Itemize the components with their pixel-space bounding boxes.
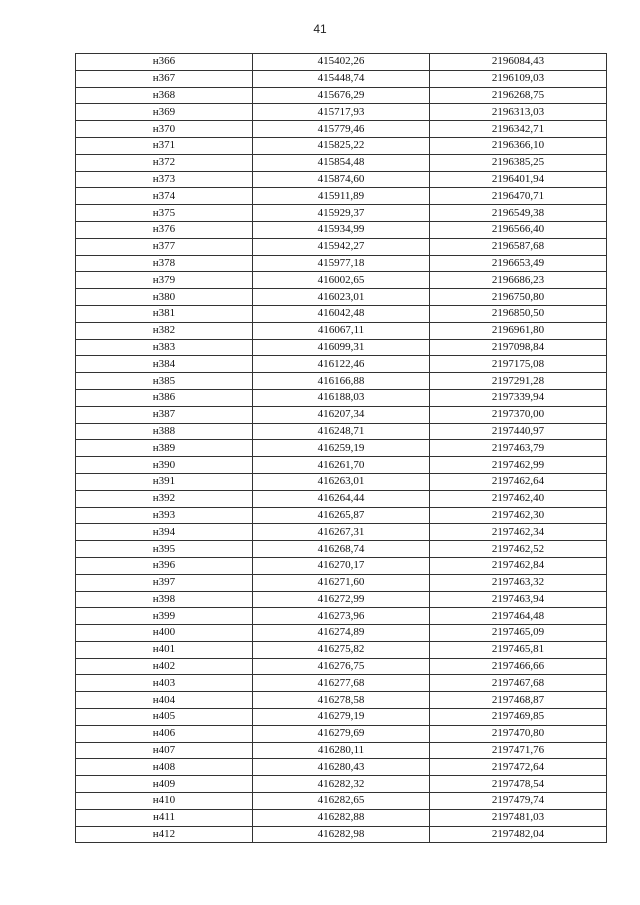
x-coordinate-cell: 415942,27: [253, 238, 430, 255]
table-row: [76, 423, 607, 440]
point-id-cell: н373: [76, 171, 253, 188]
x-coordinate-cell: 416277,68: [253, 675, 430, 692]
x-coordinate-cell: 415825,22: [253, 137, 430, 154]
table-row: [76, 305, 607, 322]
y-coordinate-cell: 2197472,64: [430, 759, 607, 776]
point-id-cell: н405: [76, 709, 253, 726]
table-row: [76, 574, 607, 591]
table-row: [76, 557, 607, 574]
point-id-cell: н406: [76, 725, 253, 742]
y-coordinate-cell: 2197466,66: [430, 658, 607, 675]
y-coordinate-cell: 2197462,84: [430, 557, 607, 574]
point-id-cell: н391: [76, 473, 253, 490]
point-id-cell: н371: [76, 137, 253, 154]
table-row: [76, 709, 607, 726]
point-id-cell: н399: [76, 608, 253, 625]
point-id-cell: н393: [76, 507, 253, 524]
point-id-cell: н409: [76, 776, 253, 793]
x-coordinate-cell: 416275,82: [253, 641, 430, 658]
y-coordinate-cell: 2197440,97: [430, 423, 607, 440]
table-row: [76, 675, 607, 692]
x-coordinate-cell: 415779,46: [253, 121, 430, 138]
y-coordinate-cell: 2196313,03: [430, 104, 607, 121]
y-coordinate-cell: 2196850,50: [430, 305, 607, 322]
table-row: [76, 356, 607, 373]
table-row: [76, 104, 607, 121]
table-row: [76, 793, 607, 810]
x-coordinate-cell: 416166,88: [253, 373, 430, 390]
y-coordinate-cell: 2196084,43: [430, 54, 607, 71]
point-id-cell: н381: [76, 305, 253, 322]
point-id-cell: н388: [76, 423, 253, 440]
point-id-cell: н395: [76, 541, 253, 558]
x-coordinate-cell: 416282,88: [253, 809, 430, 826]
point-id-cell: н396: [76, 557, 253, 574]
x-coordinate-cell: 416259,19: [253, 440, 430, 457]
table-row: [76, 692, 607, 709]
point-id-cell: н390: [76, 457, 253, 474]
x-coordinate-cell: 415676,29: [253, 87, 430, 104]
x-coordinate-cell: 416274,89: [253, 625, 430, 642]
table-row: [76, 322, 607, 339]
table-row: [76, 776, 607, 793]
table-row: [76, 373, 607, 390]
table-row: [76, 255, 607, 272]
x-coordinate-cell: 416276,75: [253, 658, 430, 675]
y-coordinate-cell: 2196268,75: [430, 87, 607, 104]
x-coordinate-cell: 415448,74: [253, 70, 430, 87]
point-id-cell: н412: [76, 826, 253, 843]
table-row: [76, 658, 607, 675]
point-id-cell: н407: [76, 742, 253, 759]
y-coordinate-cell: 2196109,03: [430, 70, 607, 87]
table-row: [76, 591, 607, 608]
table-row: [76, 541, 607, 558]
coordinates-table-body: [76, 54, 607, 843]
y-coordinate-cell: 2197481,03: [430, 809, 607, 826]
x-coordinate-cell: 416267,31: [253, 524, 430, 541]
x-coordinate-cell: 416279,19: [253, 709, 430, 726]
table-row: [76, 289, 607, 306]
point-id-cell: н401: [76, 641, 253, 658]
x-coordinate-cell: 416002,65: [253, 272, 430, 289]
y-coordinate-cell: 2197462,99: [430, 457, 607, 474]
x-coordinate-cell: 415402,26: [253, 54, 430, 71]
y-coordinate-cell: 2197463,79: [430, 440, 607, 457]
point-id-cell: н400: [76, 625, 253, 642]
y-coordinate-cell: 2197098,84: [430, 339, 607, 356]
table-row: [76, 70, 607, 87]
coordinates-table: [75, 53, 607, 843]
point-id-cell: н392: [76, 490, 253, 507]
x-coordinate-cell: 416188,03: [253, 389, 430, 406]
y-coordinate-cell: 2196366,10: [430, 137, 607, 154]
table-row: [76, 188, 607, 205]
y-coordinate-cell: 2196470,71: [430, 188, 607, 205]
x-coordinate-cell: 416248,71: [253, 423, 430, 440]
x-coordinate-cell: 416280,11: [253, 742, 430, 759]
y-coordinate-cell: 2197465,81: [430, 641, 607, 658]
x-coordinate-cell: 416067,11: [253, 322, 430, 339]
point-id-cell: н382: [76, 322, 253, 339]
table-row: [76, 608, 607, 625]
point-id-cell: н403: [76, 675, 253, 692]
y-coordinate-cell: 2197467,68: [430, 675, 607, 692]
point-id-cell: н375: [76, 205, 253, 222]
point-id-cell: н408: [76, 759, 253, 776]
table-row: [76, 625, 607, 642]
point-id-cell: н367: [76, 70, 253, 87]
y-coordinate-cell: 2197471,76: [430, 742, 607, 759]
y-coordinate-cell: 2197468,87: [430, 692, 607, 709]
point-id-cell: н377: [76, 238, 253, 255]
x-coordinate-cell: 415977,18: [253, 255, 430, 272]
table-row: [76, 742, 607, 759]
y-coordinate-cell: 2197370,00: [430, 406, 607, 423]
y-coordinate-cell: 2196385,25: [430, 154, 607, 171]
y-coordinate-cell: 2197464,48: [430, 608, 607, 625]
x-coordinate-cell: 416270,17: [253, 557, 430, 574]
point-id-cell: н394: [76, 524, 253, 541]
y-coordinate-cell: 2197469,85: [430, 709, 607, 726]
table-row: [76, 507, 607, 524]
point-id-cell: н369: [76, 104, 253, 121]
table-row: [76, 440, 607, 457]
x-coordinate-cell: 416282,98: [253, 826, 430, 843]
table-row: [76, 759, 607, 776]
point-id-cell: н376: [76, 221, 253, 238]
table-row: [76, 389, 607, 406]
y-coordinate-cell: 2196653,49: [430, 255, 607, 272]
x-coordinate-cell: 416272,99: [253, 591, 430, 608]
x-coordinate-cell: 415929,37: [253, 205, 430, 222]
y-coordinate-cell: 2197462,52: [430, 541, 607, 558]
y-coordinate-cell: 2197175,08: [430, 356, 607, 373]
x-coordinate-cell: 416023,01: [253, 289, 430, 306]
page-number: 41: [313, 22, 327, 36]
x-coordinate-cell: 416042,48: [253, 305, 430, 322]
y-coordinate-cell: 2197478,54: [430, 776, 607, 793]
point-id-cell: н387: [76, 406, 253, 423]
x-coordinate-cell: 416099,31: [253, 339, 430, 356]
y-coordinate-cell: 2196961,80: [430, 322, 607, 339]
x-coordinate-cell: 416207,34: [253, 406, 430, 423]
table-row: [76, 826, 607, 843]
x-coordinate-cell: 416122,46: [253, 356, 430, 373]
x-coordinate-cell: 416261,70: [253, 457, 430, 474]
table-row: [76, 490, 607, 507]
table-row: [76, 725, 607, 742]
table-row: [76, 154, 607, 171]
x-coordinate-cell: 416278,58: [253, 692, 430, 709]
point-id-cell: н410: [76, 793, 253, 810]
point-id-cell: н385: [76, 373, 253, 390]
y-coordinate-cell: 2197462,40: [430, 490, 607, 507]
x-coordinate-cell: 416279,69: [253, 725, 430, 742]
point-id-cell: н411: [76, 809, 253, 826]
x-coordinate-cell: 415854,48: [253, 154, 430, 171]
y-coordinate-cell: 2196566,40: [430, 221, 607, 238]
point-id-cell: н379: [76, 272, 253, 289]
x-coordinate-cell: 416280,43: [253, 759, 430, 776]
y-coordinate-cell: 2197465,09: [430, 625, 607, 642]
table-row: [76, 205, 607, 222]
y-coordinate-cell: 2196750,80: [430, 289, 607, 306]
point-id-cell: н372: [76, 154, 253, 171]
point-id-cell: н378: [76, 255, 253, 272]
table-row: [76, 238, 607, 255]
x-coordinate-cell: 416271,60: [253, 574, 430, 591]
y-coordinate-cell: 2196587,68: [430, 238, 607, 255]
point-id-cell: н398: [76, 591, 253, 608]
x-coordinate-cell: 415874,60: [253, 171, 430, 188]
point-id-cell: н374: [76, 188, 253, 205]
y-coordinate-cell: 2197462,34: [430, 524, 607, 541]
table-row: [76, 457, 607, 474]
y-coordinate-cell: 2197482,04: [430, 826, 607, 843]
point-id-cell: н368: [76, 87, 253, 104]
table-row: [76, 221, 607, 238]
x-coordinate-cell: 416282,65: [253, 793, 430, 810]
y-coordinate-cell: 2197470,80: [430, 725, 607, 742]
y-coordinate-cell: 2197462,64: [430, 473, 607, 490]
table-row: [76, 272, 607, 289]
y-coordinate-cell: 2196686,23: [430, 272, 607, 289]
x-coordinate-cell: 415717,93: [253, 104, 430, 121]
x-coordinate-cell: 416273,96: [253, 608, 430, 625]
x-coordinate-cell: 415934,99: [253, 221, 430, 238]
table-row: [76, 87, 607, 104]
point-id-cell: н384: [76, 356, 253, 373]
table-row: [76, 809, 607, 826]
point-id-cell: н397: [76, 574, 253, 591]
x-coordinate-cell: 416268,74: [253, 541, 430, 558]
table-row: [76, 171, 607, 188]
point-id-cell: н389: [76, 440, 253, 457]
table-row: [76, 137, 607, 154]
y-coordinate-cell: 2196342,71: [430, 121, 607, 138]
x-coordinate-cell: 416282,32: [253, 776, 430, 793]
y-coordinate-cell: 2197463,32: [430, 574, 607, 591]
point-id-cell: н370: [76, 121, 253, 138]
y-coordinate-cell: 2197339,94: [430, 389, 607, 406]
point-id-cell: н386: [76, 389, 253, 406]
point-id-cell: н404: [76, 692, 253, 709]
y-coordinate-cell: 2196549,38: [430, 205, 607, 222]
point-id-cell: н383: [76, 339, 253, 356]
y-coordinate-cell: 2197479,74: [430, 793, 607, 810]
x-coordinate-cell: 416264,44: [253, 490, 430, 507]
table-row: [76, 54, 607, 71]
x-coordinate-cell: 415911,89: [253, 188, 430, 205]
point-id-cell: н366: [76, 54, 253, 71]
table-row: [76, 339, 607, 356]
y-coordinate-cell: 2197462,30: [430, 507, 607, 524]
table-row: [76, 473, 607, 490]
x-coordinate-cell: 416265,87: [253, 507, 430, 524]
table-row: [76, 121, 607, 138]
table-row: [76, 406, 607, 423]
point-id-cell: н402: [76, 658, 253, 675]
y-coordinate-cell: 2196401,94: [430, 171, 607, 188]
table-row: [76, 641, 607, 658]
x-coordinate-cell: 416263,01: [253, 473, 430, 490]
point-id-cell: н380: [76, 289, 253, 306]
table-row: [76, 524, 607, 541]
y-coordinate-cell: 2197463,94: [430, 591, 607, 608]
y-coordinate-cell: 2197291,28: [430, 373, 607, 390]
